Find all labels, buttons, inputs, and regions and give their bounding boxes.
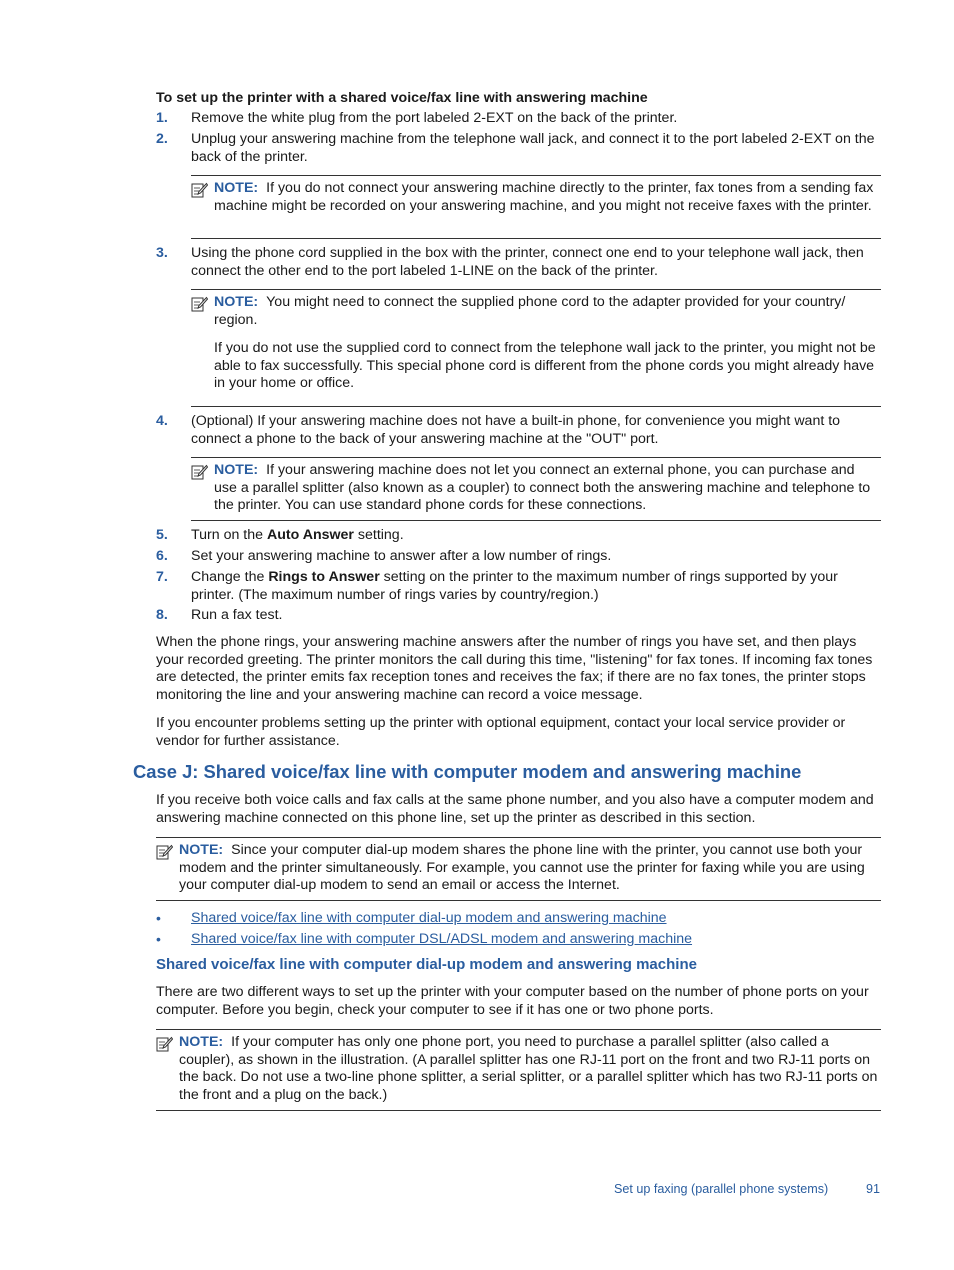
step-text: Set your answering machine to answer after a low number of rings. <box>191 548 612 564</box>
step-number: 3. <box>156 245 168 261</box>
note-label: NOTE: <box>179 1034 224 1050</box>
step-number: 5. <box>156 527 168 543</box>
note-text-continued: If you do not use the supplied cord to connect from the telephone wall jack to the printer, you might not be able to fax successfully. This special phone cord is different from the phone cords you might already have in your home or office. <box>214 340 876 392</box>
procedure-title: To set up the printer with a shared voice/fax line with answering machine <box>156 90 648 106</box>
note-pencil-icon <box>191 296 208 312</box>
note-label: NOTE: <box>179 842 224 858</box>
step-number: 2. <box>156 131 168 147</box>
note-box <box>191 289 881 407</box>
note-pencil-icon <box>191 464 208 480</box>
bullet: • <box>156 931 161 947</box>
note-box <box>191 175 881 239</box>
footer-section-title: Set up faxing (parallel phone systems) <box>614 1182 829 1196</box>
note-body: If your answering machine does not let you connect an external phone, you can purchase and use a parallel splitter (also known as a coupler) to connect both the answering machine and telephone to the printer. You can use standard phone cords for these connections. <box>214 462 871 514</box>
note-label: NOTE: <box>214 462 259 478</box>
step-text: Change the Rings to Answer setting on the printer to the maximum number of rings supported by your printer. (The maximum number of rings varies by country/region.) <box>191 569 838 603</box>
note-box <box>156 837 881 901</box>
note-text <box>214 294 874 329</box>
step-number: 7. <box>156 569 168 585</box>
step-text: Remove the white plug from the port labeled 2-EXT on the back of the printer. <box>191 110 678 126</box>
auto-answer-setting: Auto Answer <box>266 527 354 543</box>
paragraph: When the phone rings, your answering machine answers after the number of rings you have set, and then plays your recorded greeting. The printer monitors the call during this time, "listening" for fax tones. If incoming fax tones are detected, the printer emits fax reception tones and receives the fax; if there are no fax tones, the printer stops monitoring the line and your answering machine can record a voice message. <box>156 634 873 704</box>
note-body: If your computer has only one phone port, you need to purchase a parallel splitter (also called a coupler), as shown in the illustration. (A parallel splitter has one RJ-11 port on the front and two RJ-11 ports on the back. Do not use a two-line phone splitter, a serial splitter, or a parallel splitter which has two RJ-11 ports on the front and a plug on the back.) <box>179 1034 878 1104</box>
link-dsl-modem[interactable]: Shared voice/fax line with computer DSL/ADSL modem and answering machine <box>191 931 693 947</box>
note-label: NOTE: <box>214 294 259 310</box>
note-box <box>156 1029 881 1111</box>
step-number: 8. <box>156 607 168 623</box>
step-number: 1. <box>156 110 168 126</box>
paragraph: There are two different ways to set up the printer with your computer based on the number of phone ports on your computer. Before you begin, check your computer to see if it has one or two phone ports. <box>156 984 869 1018</box>
bullet: • <box>156 910 161 926</box>
note-body: If you do not connect your answering machine directly to the printer, fax tones from a sending fax machine might be recorded on your answering machine, and you might not receive faxes with the printer. <box>214 180 874 214</box>
step-text: Using the phone cord supplied in the box with the printer, connect one end to your telephone wall jack, then connect the other end to the port labeled 1-LINE on the back of the printer. <box>191 245 864 279</box>
link-dial-up-modem[interactable]: Shared voice/fax line with computer dial-up modem and answering machine <box>191 910 667 926</box>
subsection-heading: Shared voice/fax line with computer dial-up modem and answering machine <box>156 956 697 973</box>
step-text: Unplug your answering machine from the telephone wall jack, and connect it to the port labeled 2-EXT on the back of the printer. <box>191 131 875 165</box>
note-pencil-icon <box>191 182 208 198</box>
step-number: 4. <box>156 413 168 429</box>
paragraph: If you receive both voice calls and fax calls at the same phone number, and you also have a computer modem and answering machine connected on this phone line, set up the printer as described in this section. <box>156 792 874 826</box>
note-text <box>214 180 879 215</box>
step-text: Run a fax test. <box>191 607 283 623</box>
note-pencil-icon <box>156 1036 173 1052</box>
note-text <box>214 462 879 515</box>
note-text <box>179 1034 881 1105</box>
note-text <box>179 842 881 895</box>
rings-to-answer-setting: Rings to Answer <box>268 569 380 585</box>
step-text: Turn on the Auto Answer setting. <box>191 527 404 543</box>
note-body: You might need to connect the supplied phone cord to the adapter provided for your country/ region. <box>214 294 846 328</box>
note-body: Since your computer dial-up modem shares the phone line with the printer, you cannot use both your modem and the printer simultaneously. For example, you cannot use the printer for faxing while you are using your computer dial-up modem to send an email or access the Internet. <box>179 842 865 894</box>
paragraph: If you encounter problems setting up the printer with optional equipment, contact your local service provider or vendor for further assistance. <box>156 715 846 749</box>
note-pencil-icon <box>156 844 173 860</box>
note-box <box>191 457 881 521</box>
page-number: 91 <box>866 1182 881 1196</box>
step-text: (Optional) If your answering machine does not have a built-in phone, for convenience you might want to connect a phone to the back of your answering machine at the "OUT" port. <box>191 413 841 447</box>
step-number: 6. <box>156 548 168 564</box>
section-heading: Case J: Shared voice/fax line with computer modem and answering machine <box>133 761 802 782</box>
note-label: NOTE: <box>214 180 259 196</box>
